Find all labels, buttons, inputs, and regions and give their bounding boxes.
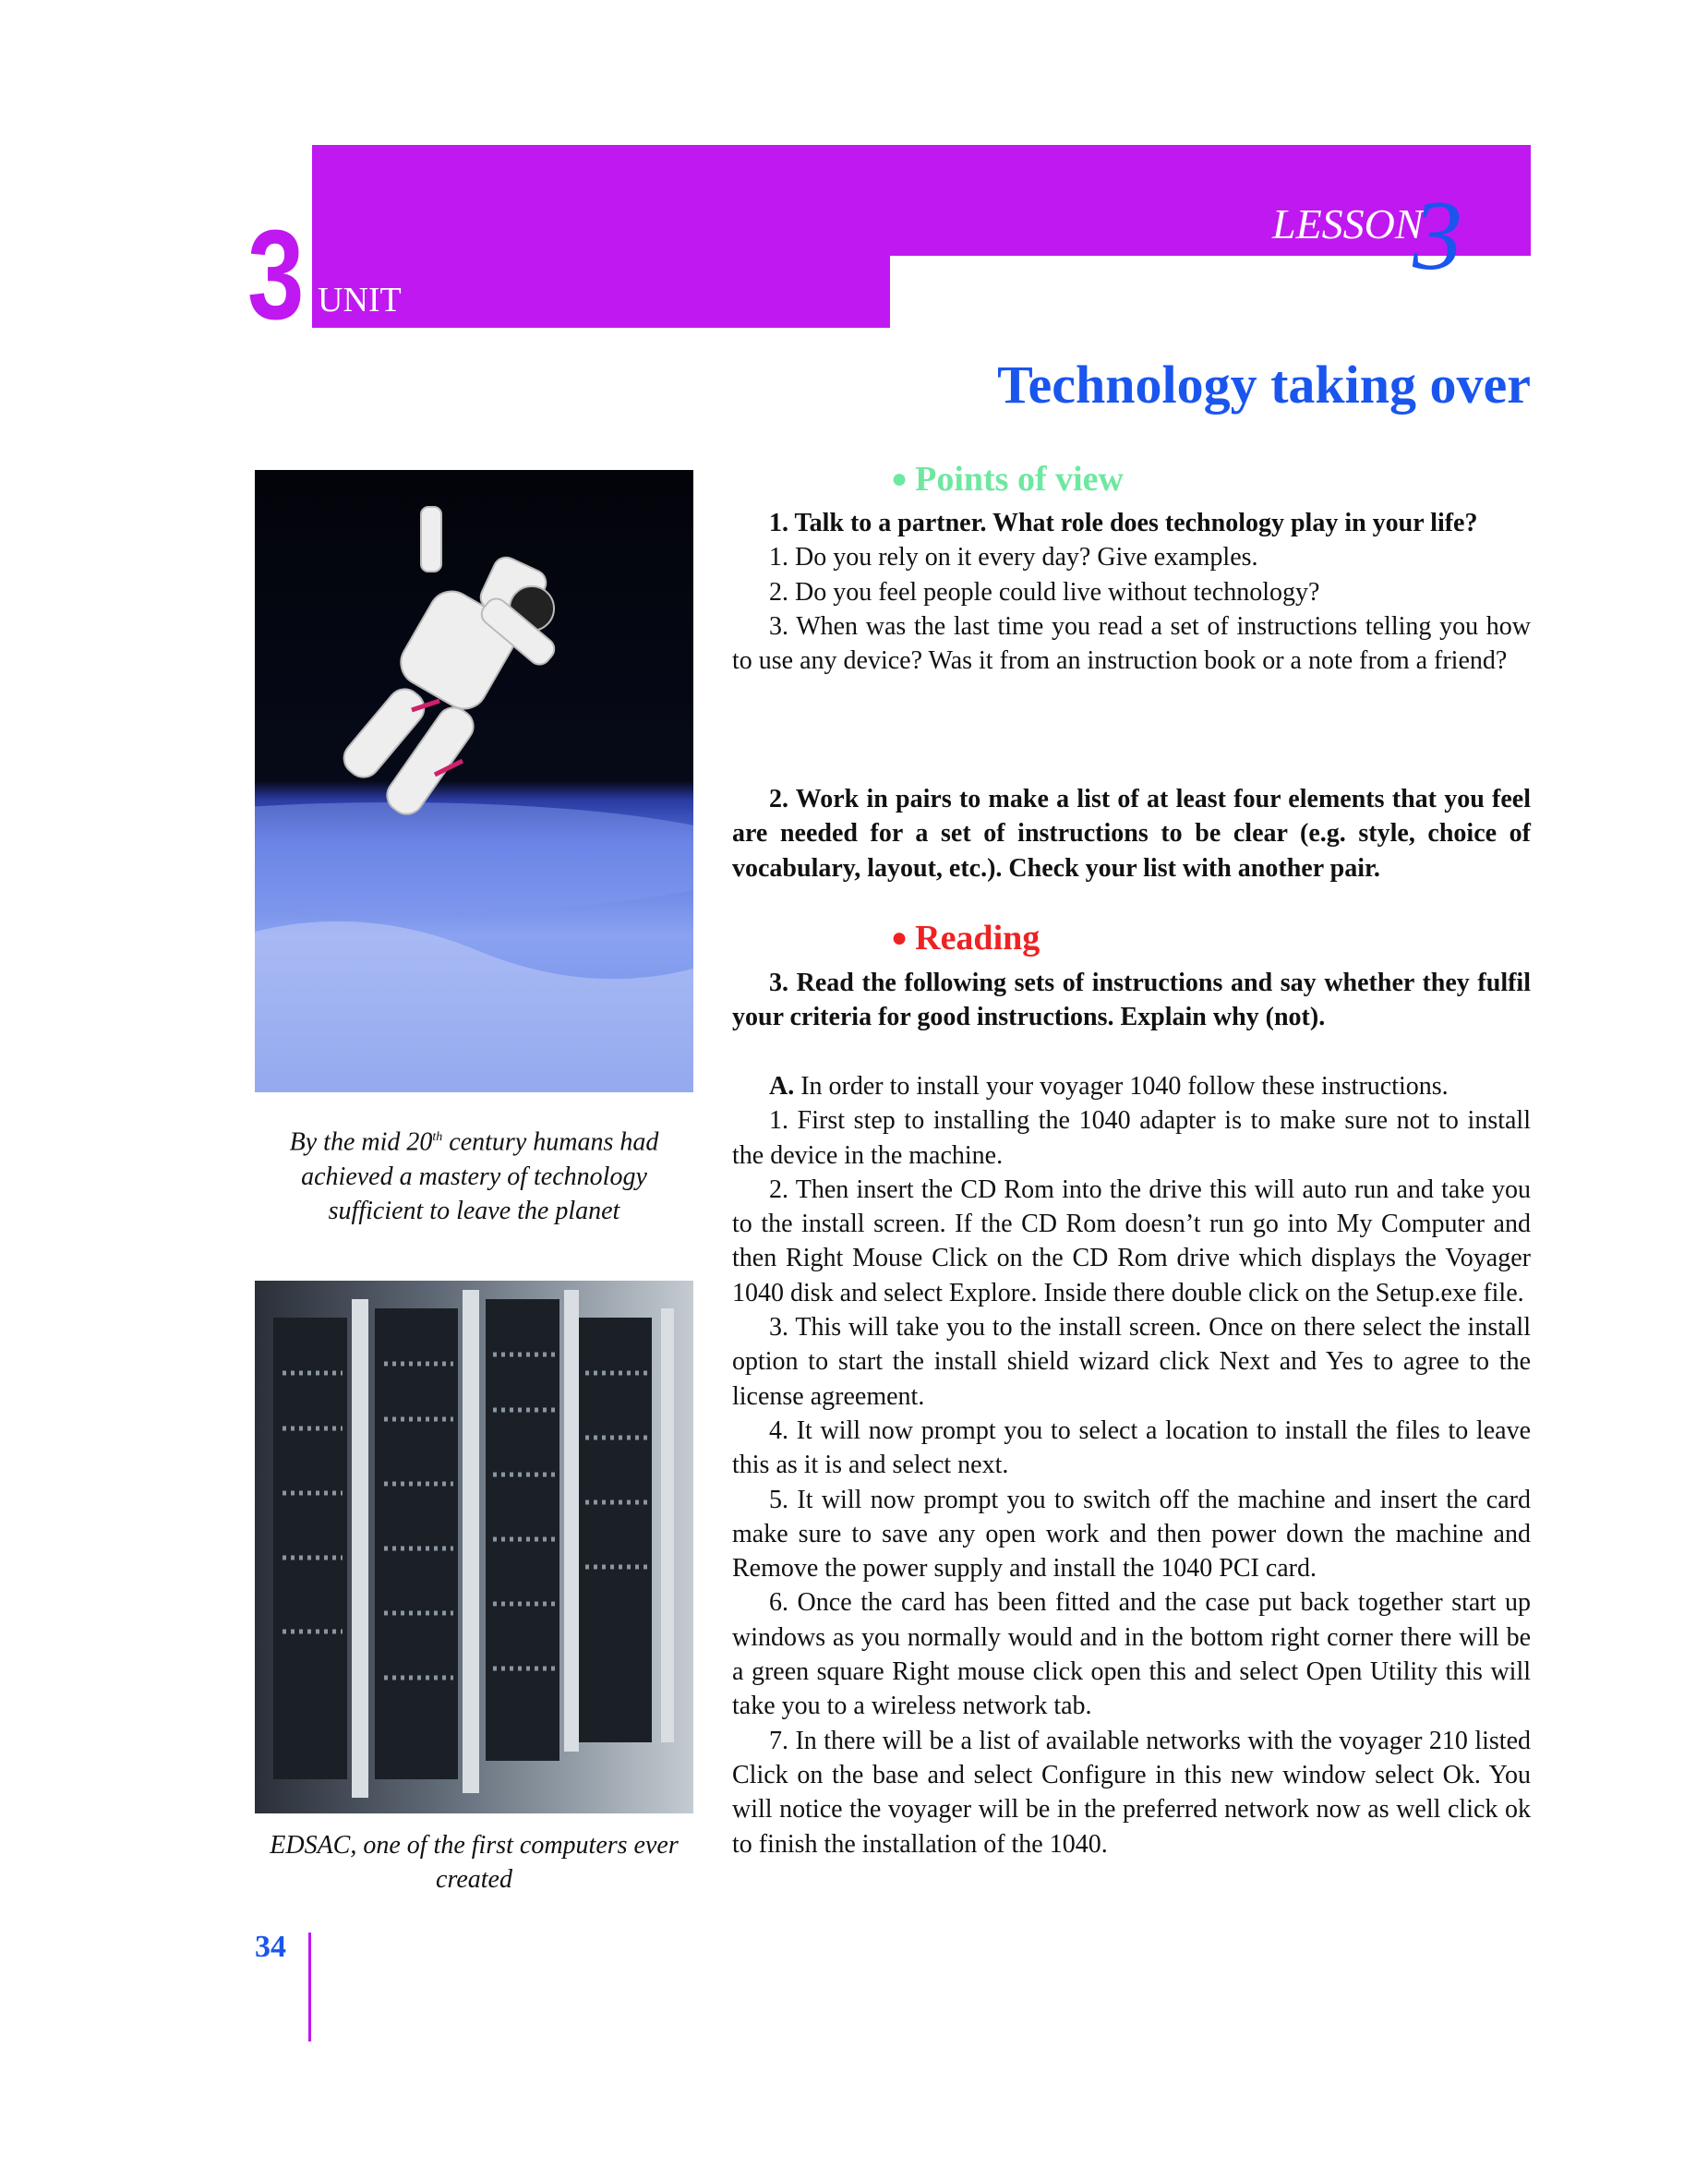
edsac-caption: EDSAC, one of the first computers ever created (270, 1831, 679, 1895)
points-of-view-section (732, 506, 1531, 678)
instruction-step: 3. This will take you to the install screen. Once on there select the install option to start the install shield wizard click Next and Yes to agree to the license agreement. (732, 1313, 1531, 1411)
caption-text: century humans had achieved a mastery of technology sufficient to leave the planet (301, 1127, 659, 1225)
unit-label: UNIT (318, 281, 402, 319)
instructions-a (732, 1069, 1531, 1861)
lesson-number: 3 (1413, 181, 1462, 291)
instructions-intro (732, 1069, 1531, 1103)
instruction-step: 4. It will now prompt you to select a location to install the files to leave this as it is and select next. (732, 1415, 1531, 1480)
page-number: 34 (255, 1930, 286, 1964)
instruction-step: 2. Then insert the CD Rom into the drive this will auto run and take you to the install screen. If the CD Rom doesn’t run go into My Computer and then Right Mouse Click on the CD Rom drive which displays the Voyager 1040 disk and select Explore. Inside there double click on the Setup.exe file. (732, 1174, 1531, 1307)
question-2 (732, 782, 1531, 885)
caption-text: By the mid 20 (289, 1127, 433, 1157)
instruction-step: 7. In there will be a list of available networks with the voyager 210 listed Click on the base and select Configure in this new window select Ok. You will notice the voyager will be in the preferred network now as well click ok to finish the installation of the 1040. (732, 1726, 1531, 1859)
astronaut-photo (255, 470, 693, 1092)
astronaut-caption (255, 1120, 693, 1228)
reading-heading (891, 918, 1040, 958)
section-label: A. (769, 1072, 795, 1101)
bullet-icon: ● (891, 922, 908, 953)
intro-text: In order to install your voyager 1040 follow these instructions. (794, 1072, 1449, 1101)
question-3-text: 3. Read the following sets of instructions and say whether they fulfil your criteria for good instructions. Explain why (not). (732, 969, 1531, 1032)
page-title: Technology taking over (997, 355, 1531, 415)
instruction-step: 5. It will now prompt you to switch off the machine and insert the card make sure to save any open work and then power down the machine and Remove the power supply and install the 1040 PCI card. (732, 1485, 1531, 1584)
caption-sup: th (432, 1130, 443, 1144)
question-2-text: 2. Work in pairs to make a list of at least four elements that you feel are needed for a set of instructions to be clear (e.g. style, choice of vocabulary, layout, etc.). Check your list with another pair. (732, 785, 1531, 883)
question-1: 1. Talk to a partner. What role does technology play in your life? (769, 509, 1478, 537)
question-3 (732, 966, 1531, 1035)
unit-number: 3 (247, 204, 300, 346)
page-number-divider (308, 1933, 311, 2041)
points-of-view-heading (891, 459, 1124, 500)
bullet-icon: ● (891, 464, 908, 494)
question-item: 3. When was the last time you read a set of instructions telling you how to use any device? Was it from an instruction book or a note from a friend? (732, 611, 1531, 676)
heading-text: Points of view (915, 460, 1124, 499)
heading-text: Reading (915, 919, 1040, 958)
instruction-step: 6. Once the card has been fitted and the case put back together start up windows as you normally would and in the bottom right corner there will be a green square Right mouse click open this and select Open Utility this will take you to a wireless network tab. (732, 1588, 1531, 1721)
instruction-step: 1. First step to installing the 1040 adapter is to make sure not to install the device in the machine. (732, 1106, 1531, 1170)
edsac-photo (255, 1281, 693, 1813)
question-item: 2. Do you feel people could live without technology? (769, 577, 1320, 607)
question-item: 1. Do you rely on it every day? Give examples. (769, 543, 1258, 572)
lesson-label: LESSON (1272, 200, 1424, 247)
